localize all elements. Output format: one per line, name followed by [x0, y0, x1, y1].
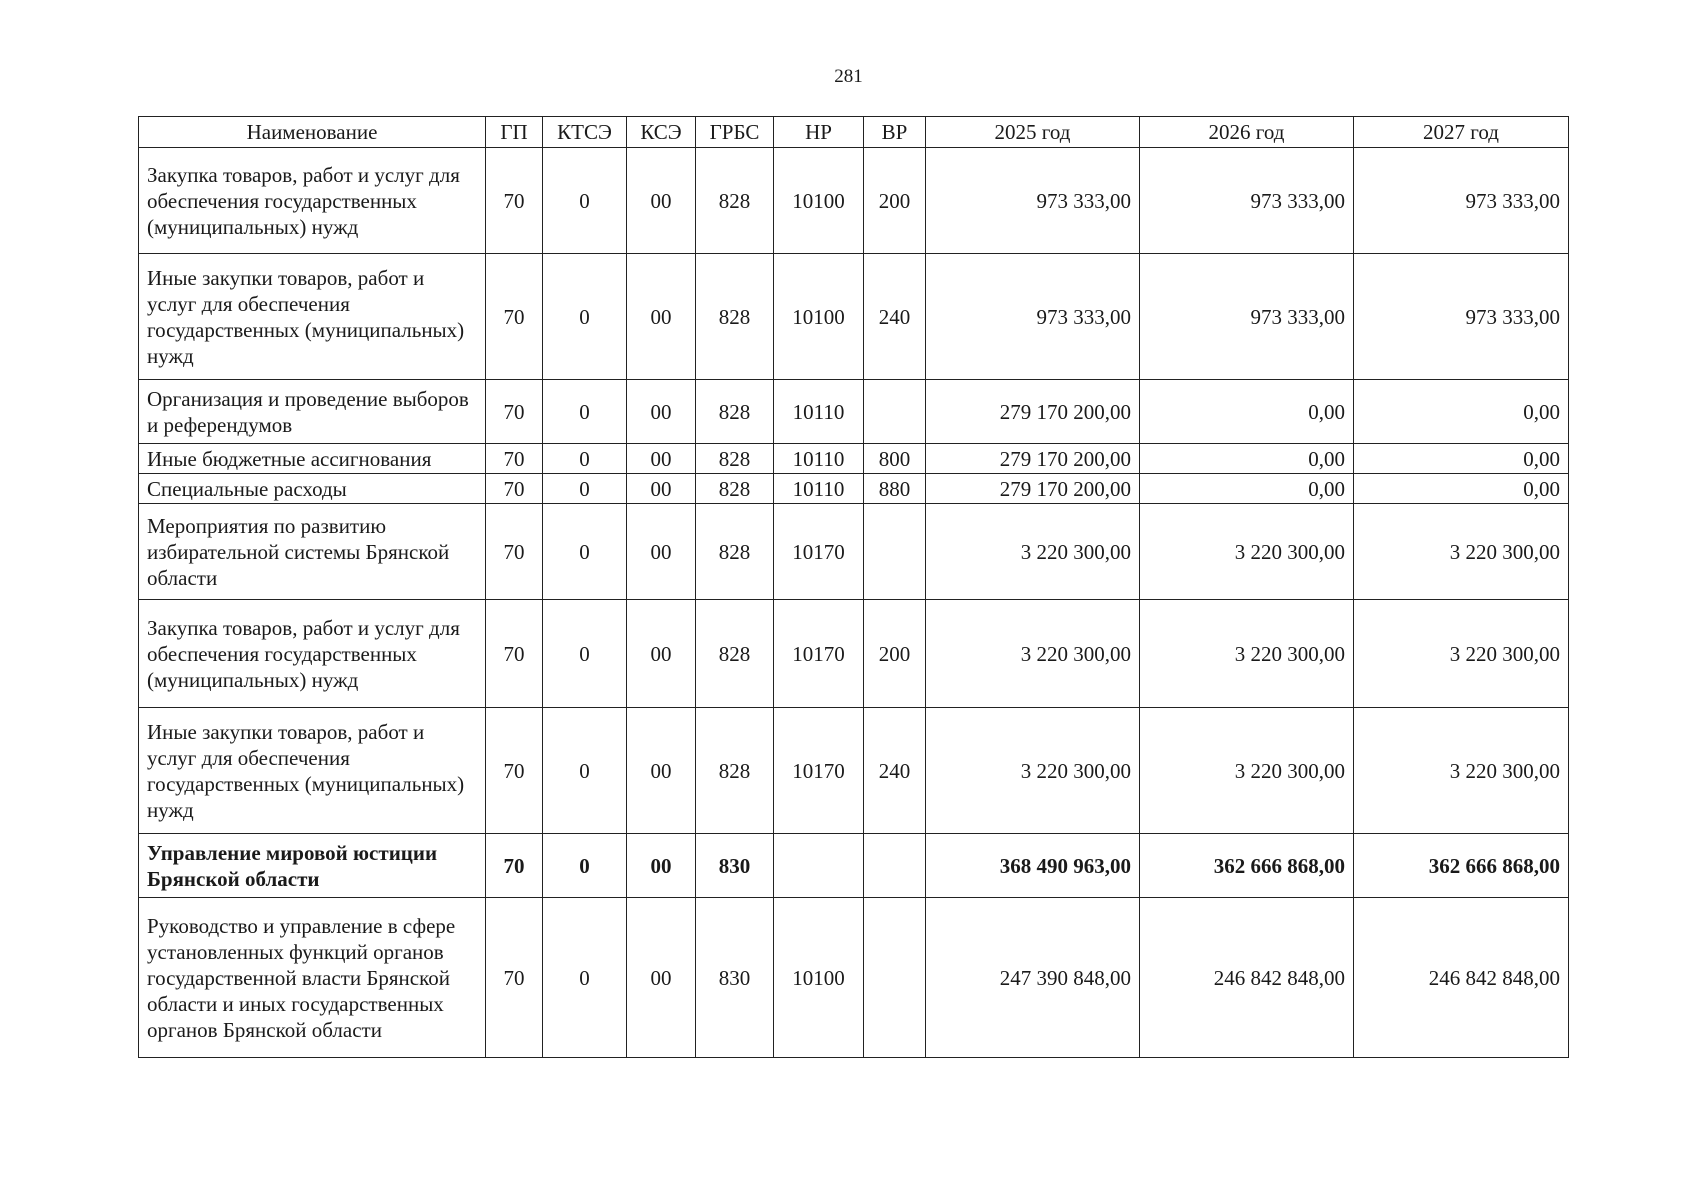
row-2027: 973 333,00: [1354, 148, 1569, 254]
row-kse: 00: [627, 708, 696, 834]
table-row: [139, 254, 1569, 380]
row-kse: 00: [627, 600, 696, 708]
row-vr: [864, 898, 926, 1058]
row-kse: 00: [627, 504, 696, 600]
row-nr: 10170: [774, 708, 864, 834]
row-2026: 3 220 300,00: [1140, 504, 1354, 600]
row-nr: 10100: [774, 254, 864, 380]
row-grbs: 828: [696, 474, 774, 504]
row-grbs: 830: [696, 834, 774, 898]
column-header: 2025 год: [926, 117, 1140, 148]
row-2026: 973 333,00: [1140, 148, 1354, 254]
row-ktse: 0: [543, 380, 627, 444]
row-vr: 240: [864, 708, 926, 834]
row-gp: 70: [486, 254, 543, 380]
column-header: КТСЭ: [543, 117, 627, 148]
row-2026: 3 220 300,00: [1140, 708, 1354, 834]
column-header: ВР: [864, 117, 926, 148]
row-2025: 279 170 200,00: [926, 444, 1140, 474]
row-gp: 70: [486, 898, 543, 1058]
row-2027: 0,00: [1354, 444, 1569, 474]
row-grbs: 828: [696, 600, 774, 708]
table-row: [139, 444, 1569, 474]
row-kse: 00: [627, 380, 696, 444]
row-kse: 00: [627, 898, 696, 1058]
row-grbs: 828: [696, 708, 774, 834]
row-2026: 0,00: [1140, 474, 1354, 504]
table-row: [139, 380, 1569, 444]
row-2026: 0,00: [1140, 380, 1354, 444]
row-2025: 973 333,00: [926, 148, 1140, 254]
row-nr: 10170: [774, 504, 864, 600]
row-grbs: 830: [696, 898, 774, 1058]
row-nr: 10170: [774, 600, 864, 708]
row-nr: 10100: [774, 148, 864, 254]
budget-table: [138, 116, 1569, 1058]
row-nr: 10110: [774, 444, 864, 474]
row-ktse: 0: [543, 834, 627, 898]
page-number: 281: [834, 66, 863, 87]
row-name: Организация и проведение выборов и референдумов: [139, 380, 486, 444]
row-name: Иные бюджетные ассигнования: [139, 444, 486, 474]
row-vr: [864, 380, 926, 444]
row-kse: 00: [627, 444, 696, 474]
column-header: КСЭ: [627, 117, 696, 148]
row-gp: 70: [486, 148, 543, 254]
row-2026: 362 666 868,00: [1140, 834, 1354, 898]
row-2025: 3 220 300,00: [926, 708, 1140, 834]
row-2027: 0,00: [1354, 380, 1569, 444]
row-2025: 973 333,00: [926, 254, 1140, 380]
row-gp: 70: [486, 444, 543, 474]
row-vr: 240: [864, 254, 926, 380]
row-2027: 362 666 868,00: [1354, 834, 1569, 898]
row-2025: 3 220 300,00: [926, 504, 1140, 600]
row-2025: 279 170 200,00: [926, 474, 1140, 504]
row-vr: [864, 834, 926, 898]
row-name: Закупка товаров, работ и услуг для обеспечения государственных (муниципальных) нужд: [139, 148, 486, 254]
row-ktse: 0: [543, 504, 627, 600]
row-kse: 00: [627, 254, 696, 380]
table-header-row: [139, 117, 1569, 148]
row-grbs: 828: [696, 148, 774, 254]
row-vr: [864, 504, 926, 600]
column-header: ГРБС: [696, 117, 774, 148]
row-2026: 973 333,00: [1140, 254, 1354, 380]
row-nr: 10110: [774, 474, 864, 504]
row-vr: 800: [864, 444, 926, 474]
row-name: Руководство и управление в сфере установленных функций органов государственной власти Брянской области и иных государственных органов Брянской области: [139, 898, 486, 1058]
column-header: ГП: [486, 117, 543, 148]
row-2025: 279 170 200,00: [926, 380, 1140, 444]
row-2026: 246 842 848,00: [1140, 898, 1354, 1058]
row-name: Иные закупки товаров, работ и услуг для обеспечения государственных (муниципальных) нужд: [139, 708, 486, 834]
row-2027: 0,00: [1354, 474, 1569, 504]
row-vr: 200: [864, 600, 926, 708]
table-row: [139, 474, 1569, 504]
row-grbs: 828: [696, 254, 774, 380]
row-2025: 247 390 848,00: [926, 898, 1140, 1058]
table-row: [139, 708, 1569, 834]
row-2027: 3 220 300,00: [1354, 600, 1569, 708]
table-row: [139, 898, 1569, 1058]
row-kse: 00: [627, 148, 696, 254]
row-ktse: 0: [543, 148, 627, 254]
row-2027: 973 333,00: [1354, 254, 1569, 380]
row-2025: 3 220 300,00: [926, 600, 1140, 708]
row-kse: 00: [627, 834, 696, 898]
row-2026: 0,00: [1140, 444, 1354, 474]
row-nr: 10100: [774, 898, 864, 1058]
table-row: [139, 504, 1569, 600]
row-gp: 70: [486, 474, 543, 504]
row-name: Иные закупки товаров, работ и услуг для обеспечения государственных (муниципальных) нужд: [139, 254, 486, 380]
column-header: 2026 год: [1140, 117, 1354, 148]
row-gp: 70: [486, 504, 543, 600]
row-ktse: 0: [543, 444, 627, 474]
column-header: 2027 год: [1354, 117, 1569, 148]
row-grbs: 828: [696, 504, 774, 600]
row-grbs: 828: [696, 444, 774, 474]
row-2027: 3 220 300,00: [1354, 504, 1569, 600]
row-ktse: 0: [543, 898, 627, 1058]
row-2025: 368 490 963,00: [926, 834, 1140, 898]
row-grbs: 828: [696, 380, 774, 444]
row-vr: 200: [864, 148, 926, 254]
table-row: [139, 600, 1569, 708]
row-ktse: 0: [543, 474, 627, 504]
column-header: НР: [774, 117, 864, 148]
row-2027: 3 220 300,00: [1354, 708, 1569, 834]
row-nr: 10110: [774, 380, 864, 444]
column-header: Наименование: [139, 117, 486, 148]
row-name: Специальные расходы: [139, 474, 486, 504]
table-row: [139, 834, 1569, 898]
row-kse: 00: [627, 474, 696, 504]
row-ktse: 0: [543, 708, 627, 834]
row-vr: 880: [864, 474, 926, 504]
row-gp: 70: [486, 708, 543, 834]
row-gp: 70: [486, 380, 543, 444]
table-row: [139, 148, 1569, 254]
row-name: Мероприятия по развитию избирательной системы Брянской области: [139, 504, 486, 600]
row-ktse: 0: [543, 254, 627, 380]
row-2026: 3 220 300,00: [1140, 600, 1354, 708]
row-gp: 70: [486, 600, 543, 708]
row-nr: [774, 834, 864, 898]
row-2027: 246 842 848,00: [1354, 898, 1569, 1058]
row-gp: 70: [486, 834, 543, 898]
row-ktse: 0: [543, 600, 627, 708]
row-name: Управление мировой юстиции Брянской области: [139, 834, 486, 898]
row-name: Закупка товаров, работ и услуг для обеспечения государственных (муниципальных) нужд: [139, 600, 486, 708]
